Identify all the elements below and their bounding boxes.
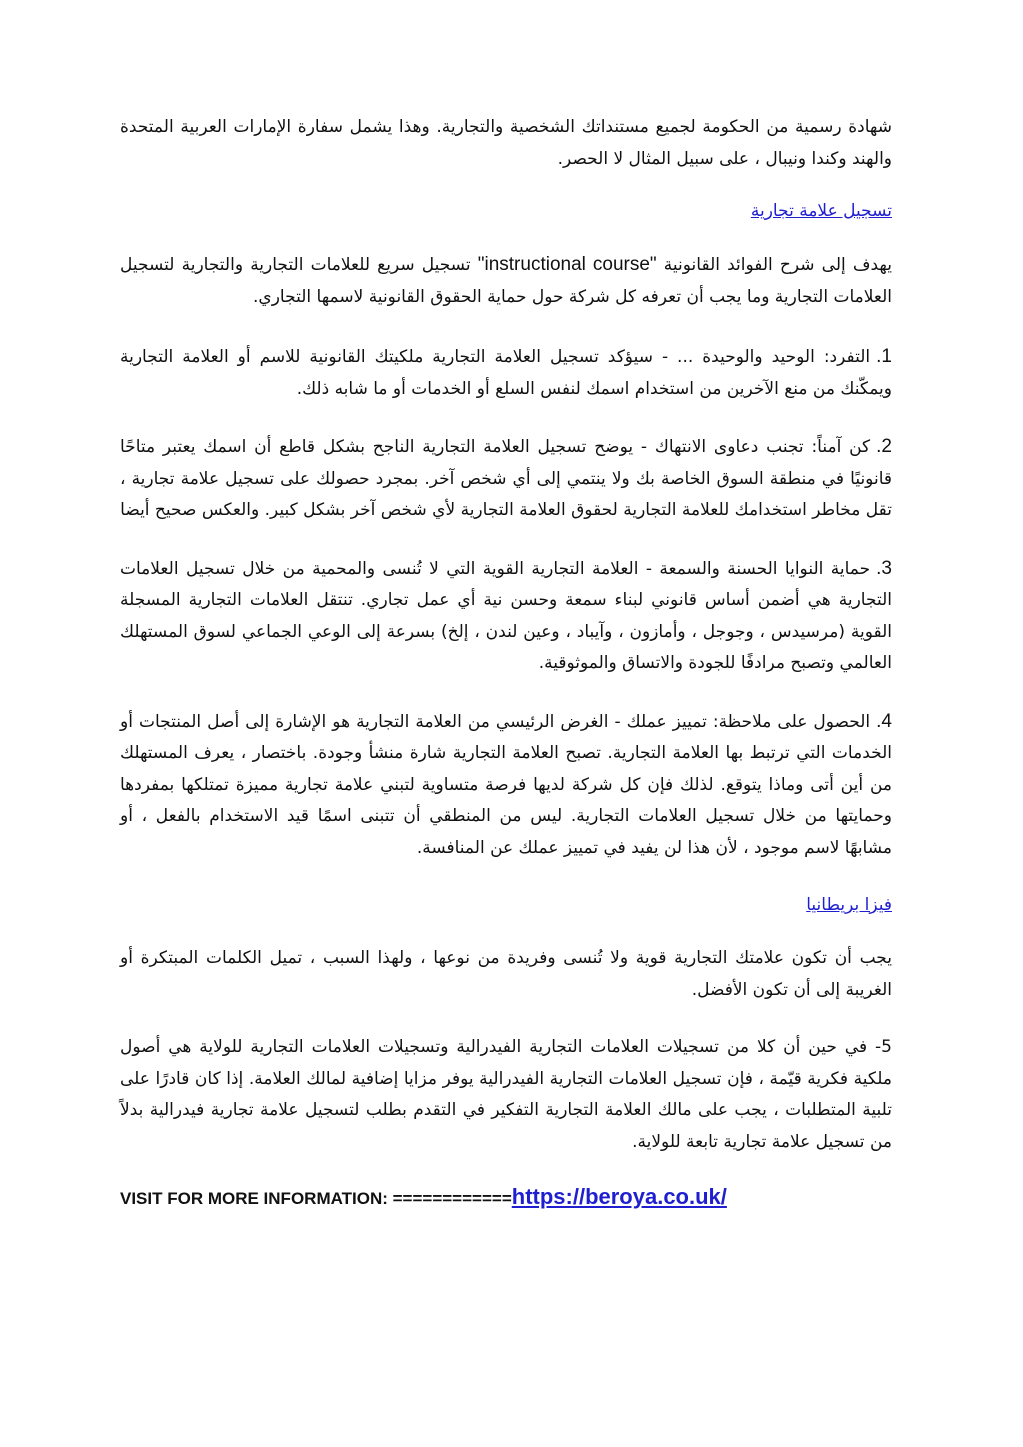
- item-number: 4.: [876, 710, 892, 732]
- numbered-item-2: [120, 431, 892, 527]
- federal-registration-paragraph: 5- في حين أن كلا من تسجيلات العلامات التجارية الفيدرالية وتسجيلات العلامات التجارية للولاية هي أصول ملكية فكرية قيّمة ، فإن تسجيل العلامات التجارية الفيدرالية يوفر مزايا إضافية لمالك العلامة. إذا كان قادرًا على تلبية المتطلبات ، يجب على مالك العلامة التجارية التفكير في التقدم بطلب لتسجيل علامة تجارية فيدرالية بدلاً من تسجيل علامة تجارية تابعة للولاية.: [120, 1037, 892, 1152]
- trademark-registration-link[interactable]: تسجيل علامة تجارية: [750, 201, 892, 221]
- item-number: 2.: [876, 436, 892, 457]
- uk-visa-link[interactable]: فيزا بريطانيا: [806, 895, 892, 915]
- item-text: الحصول على ملاحظة: تمييز عملك - الغرض الرئيسي من العلامة التجارية هو الإشارة إلى أصل المنتجات أو الخدمات التي ترتبط بها العلامة التجارية. تصبح العلامة التجارية شارة منشأ وجودة. باختصار ، يعرف المستهلك من أين أتى وماذا يتوقع. لذلك فإن كل شركة لديها فرصة متساوية لتبني علامة تجارية مميزة تمتلكها بمفردها وحمايتها من خلال تسجيل العلامات التجارية. ليس من المنطقي أن تتبنى اسمًا قيد الاستخدام بالفعل ، أو مشابهًا لاسم موجود ، لأن هذا لن يفيد في تمييز عملك عن المنافسة.: [120, 711, 892, 858]
- footer-info: [120, 1184, 892, 1210]
- numbered-item-3: [120, 553, 892, 680]
- item-text: كن آمناً: تجنب دعاوى الانتهاك - يوضح تسجيل العلامة التجارية الناجح بشكل قاطع أن اسمك يعتبر متاحًا قانونيًا في منطقة السوق الخاصة بك ولا ينتمي إلى أي شخص آخر. بمجرد حصولك على تسجيل علامة تجارية ، تقل مخاطر استخدامك للعلامة التجارية لحقوق العلامة التجارية لأي شخص آخر بشكل كبير. والعكس صحيح أيضا: [120, 437, 892, 520]
- course-text-end: تسجيل سريع للعلامات التجارية والتجارية لتسجيل العلامات التجارية وما يجب أن تعرفه كل شركة حول حماية الحقوق القانونية لاسمها التجاري.: [120, 255, 892, 307]
- course-text-start: يهدف إلى شرح الفوائد القانونية: [656, 255, 892, 275]
- item-text: التفرد: الوحيد والوحيدة ... - سيؤكد تسجيل العلامة التجارية ملكيتك القانونية للاسم أو العلامة التجارية ويمكّنك من منع الآخرين من استخدام اسمك لنفس السلع أو الخدمات أو ما شابه ذلك.: [120, 347, 892, 399]
- course-paragraph: [120, 249, 892, 313]
- item-number: 1.: [876, 346, 892, 367]
- document-body: [120, 112, 892, 1210]
- footer-label: VISIT FOR MORE INFORMATION: ============: [120, 1189, 512, 1208]
- item-number: 3.: [876, 557, 892, 579]
- item-text: حماية النوايا الحسنة والسمعة - العلامة التجارية القوية التي لا تُنسى والمحمية من خلال تسجيل العلامات التجارية هي أضمن أساس قانوني لبناء سمعة وحسن نية أي عمل تجاري. تنتقل العلامات التجارية المسجلة القوية (مرسيدس ، وجوجل ، وأمازون ، وآيباد ، وعين لندن ، إلخ) بسرعة إلى الوعي الجماعي لسوق المستهلك العالمي وتصبح مرادفًا للجودة والاتساق والموثوقية.: [120, 558, 892, 673]
- website-link[interactable]: https://beroya.co.uk/: [511, 1184, 727, 1209]
- numbered-item-4: [120, 706, 892, 865]
- intro-paragraph: شهادة رسمية من الحكومة لجميع مستنداتك الشخصية والتجارية. وهذا يشمل سفارة الإمارات العربية المتحدة والهند وكندا ونيبال ، على سبيل المثال لا الحصر.: [120, 117, 892, 169]
- numbered-item-1: [120, 341, 892, 405]
- words-paragraph: يجب أن تكون علامتك التجارية قوية ولا تُنسى وفريدة من نوعها ، ولهذا السبب ، تميل الكلمات المبتكرة أو الغريبة إلى أن تكون الأفضل.: [120, 948, 892, 1000]
- course-latin-term: "instructional course": [477, 254, 657, 275]
